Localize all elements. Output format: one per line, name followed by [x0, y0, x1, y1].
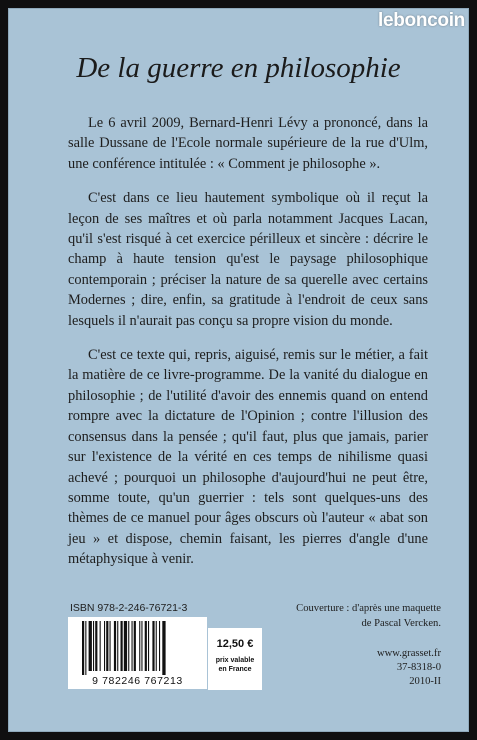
barcode-bar: [93, 621, 94, 671]
publisher-website: www.grasset.fr: [376, 648, 441, 659]
barcode-bar: [128, 621, 129, 671]
barcode-bar: [134, 621, 136, 671]
barcode-bar: [132, 621, 133, 671]
barcode-bars: [74, 621, 201, 675]
barcode-bar: [117, 621, 118, 671]
edition-code: 2010-II: [409, 676, 441, 687]
isbn-label: ISBN 978-2-246-76721-3: [70, 602, 188, 614]
leboncoin-watermark: leboncoin: [377, 10, 465, 31]
credits-line-2: de Pascal Vercken.: [361, 617, 441, 629]
blurb-paragraph-2: C'est dans ce lieu hautement symbolique où il reçut la leçon de ses maîtres et où parla notamment Jacques Lacan, qu'il s'est risqué à cet exercice périlleux et sincère : décrire le champ à haute tension qu'est le paysage philosophique contemporain ; préciser la nature de sa querelle avec certains Modernes ; dire, enfin, sa gratitude à l'endroit de ceux sans lesquels il n'aurait pas conçu sa propre vision du monde.: [68, 190, 428, 329]
barcode-bar: [104, 621, 105, 671]
publisher-code: 37-8318-0: [396, 662, 441, 673]
price-note: [208, 656, 262, 674]
barcode-bar: [110, 621, 111, 671]
barcode-bar: [121, 621, 123, 671]
barcode-bar: [106, 621, 108, 671]
cover-credits: [251, 602, 441, 631]
barcode-bar: [159, 621, 160, 671]
barcode-bar: [114, 621, 116, 671]
barcode-bar: [95, 621, 97, 671]
price-value: 12,50 €: [216, 638, 254, 650]
blurb-paragraph-1: Le 6 avril 2009, Bernard-Henri Lévy a prononcé, dans la salle Dussane de l'Ecole normale supérieure de la rue d'Ulm, une conférence intitulée : « Comment je philosophe ».: [68, 115, 428, 172]
blurb-paragraph-3: C'est ce texte qui, repris, aiguisé, remis sur le métier, a fait la matière de ce livre-programme. De la vanité du dialogue en philosophie ; de l'utilité d'avoir des ennemis quand on entend rompre avec la dictature de l'Opinion ; contre l'illusion des consensus dans la pensée ; qu'il faut, plus que jamais, parier sur l'existence de la vérité en ces temps de nihilisme quasi achevé ; pourquoi un philosophe d'aujourd'hui ne peut être, somme toute, qu'un guerrier : tels sont quelques-uns des thèmes de ce manuel pour âges obscurs où l'auteur « abat son jeu » et dispose, chemin faisant, les pierres d'angle d'une métaphysique à venir.: [68, 347, 428, 568]
book-title: De la guerre en philosophie: [76, 52, 401, 84]
barcode-bar: [139, 621, 140, 671]
barcode-bar: [145, 621, 147, 671]
barcode-bar: [156, 621, 157, 671]
barcode-bar: [89, 621, 92, 671]
blurb-text: [68, 113, 428, 570]
publisher-info: [321, 647, 441, 689]
barcode-bar: [124, 621, 127, 671]
barcode-bar: [85, 621, 86, 675]
barcode: [68, 617, 207, 689]
price-note-line-1: prix valable: [215, 657, 255, 664]
credits-line-1: Couverture : d'après une maquette: [296, 603, 441, 614]
barcode-bar: [141, 621, 142, 671]
barcode-bar: [148, 621, 149, 671]
barcode-bar: [82, 621, 84, 675]
barcode-bar: [152, 621, 154, 671]
barcode-bar: [162, 621, 165, 675]
price-sticker: [208, 628, 262, 690]
price-note-line-2: en France: [218, 666, 252, 673]
barcode-bar: [100, 621, 101, 671]
barcode-number: 9 782246 767213: [92, 675, 183, 687]
